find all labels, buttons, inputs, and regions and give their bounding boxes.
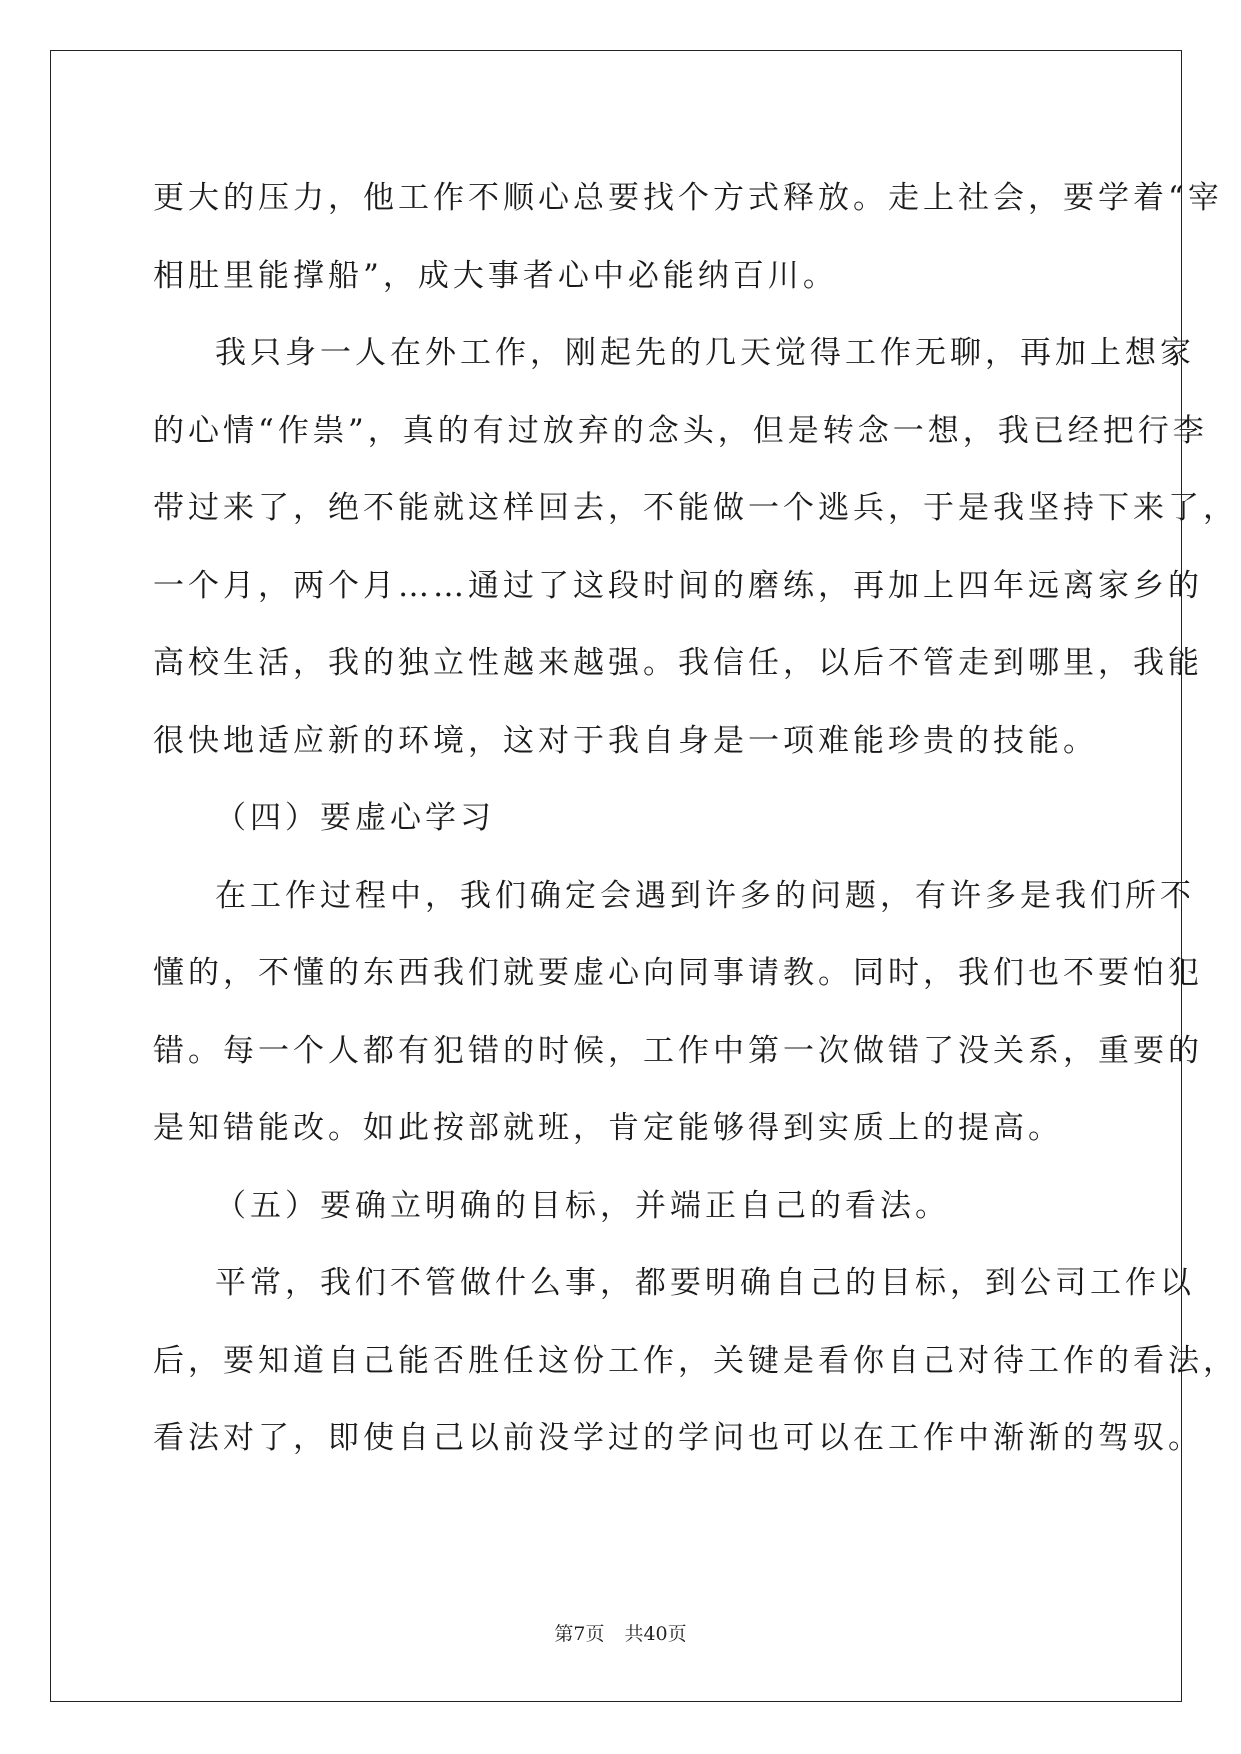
- section-heading: （四）要虚心学习: [215, 800, 495, 836]
- section-heading: （五）要确立明确的目标，并端正自己的看法。: [215, 1187, 950, 1224]
- text-line: 更大的压力，他工作不顺心总要找个方式释放。走上社会，要学着“宰: [153, 180, 1223, 216]
- page-footer: [0, 1621, 1241, 1647]
- text-line: 高校生活，我的独立性越来越强。我信任，以后不管走到哪里，我能: [153, 645, 1203, 681]
- text-line: 我只身一人在外工作，刚起先的几天觉得工作无聊，再加上想家: [215, 335, 1195, 371]
- page-number: 第7页: [554, 1623, 605, 1645]
- document-body: [153, 160, 1238, 1478]
- text-line: 后，要知道自己能否胜任这份工作，关键是看你自己对待工作的看法，: [153, 1342, 1238, 1379]
- text-line: 在工作过程中，我们确定会遇到许多的问题，有许多是我们所不: [215, 877, 1195, 914]
- text-line: 看法对了，即使自己以前没学过的学问也可以在工作中渐渐的驾驭。: [153, 1420, 1203, 1456]
- text-line: 一个月，两个月……通过了这段时间的磨练，再加上四年远离家乡的: [153, 567, 1203, 604]
- text-line: 相肚里能撑船”，成大事者心中必能纳百川。: [153, 257, 838, 294]
- text-line: 是知错能改。如此按部就班，肯定能够得到实质上的提高。: [153, 1110, 1063, 1146]
- page-total: 共40页: [624, 1623, 687, 1645]
- text-line: 懂的，不懂的东西我们就要虚心向同事请教。同时，我们也不要怕犯: [153, 955, 1203, 991]
- text-line: 的心情“作祟”，真的有过放弃的念头，但是转念一想，我已经把行李: [153, 412, 1208, 449]
- text-line: 错。每一个人都有犯错的时候，工作中第一次做错了没关系，重要的: [153, 1032, 1203, 1069]
- text-line: 带过来了，绝不能就这样回去，不能做一个逃兵，于是我坚持下来了，: [153, 490, 1238, 526]
- text-line: 很快地适应新的环境，这对于我自身是一项难能珍贵的技能。: [153, 722, 1098, 759]
- text-line: 平常，我们不管做什么事，都要明确自己的目标，到公司工作以: [215, 1265, 1195, 1301]
